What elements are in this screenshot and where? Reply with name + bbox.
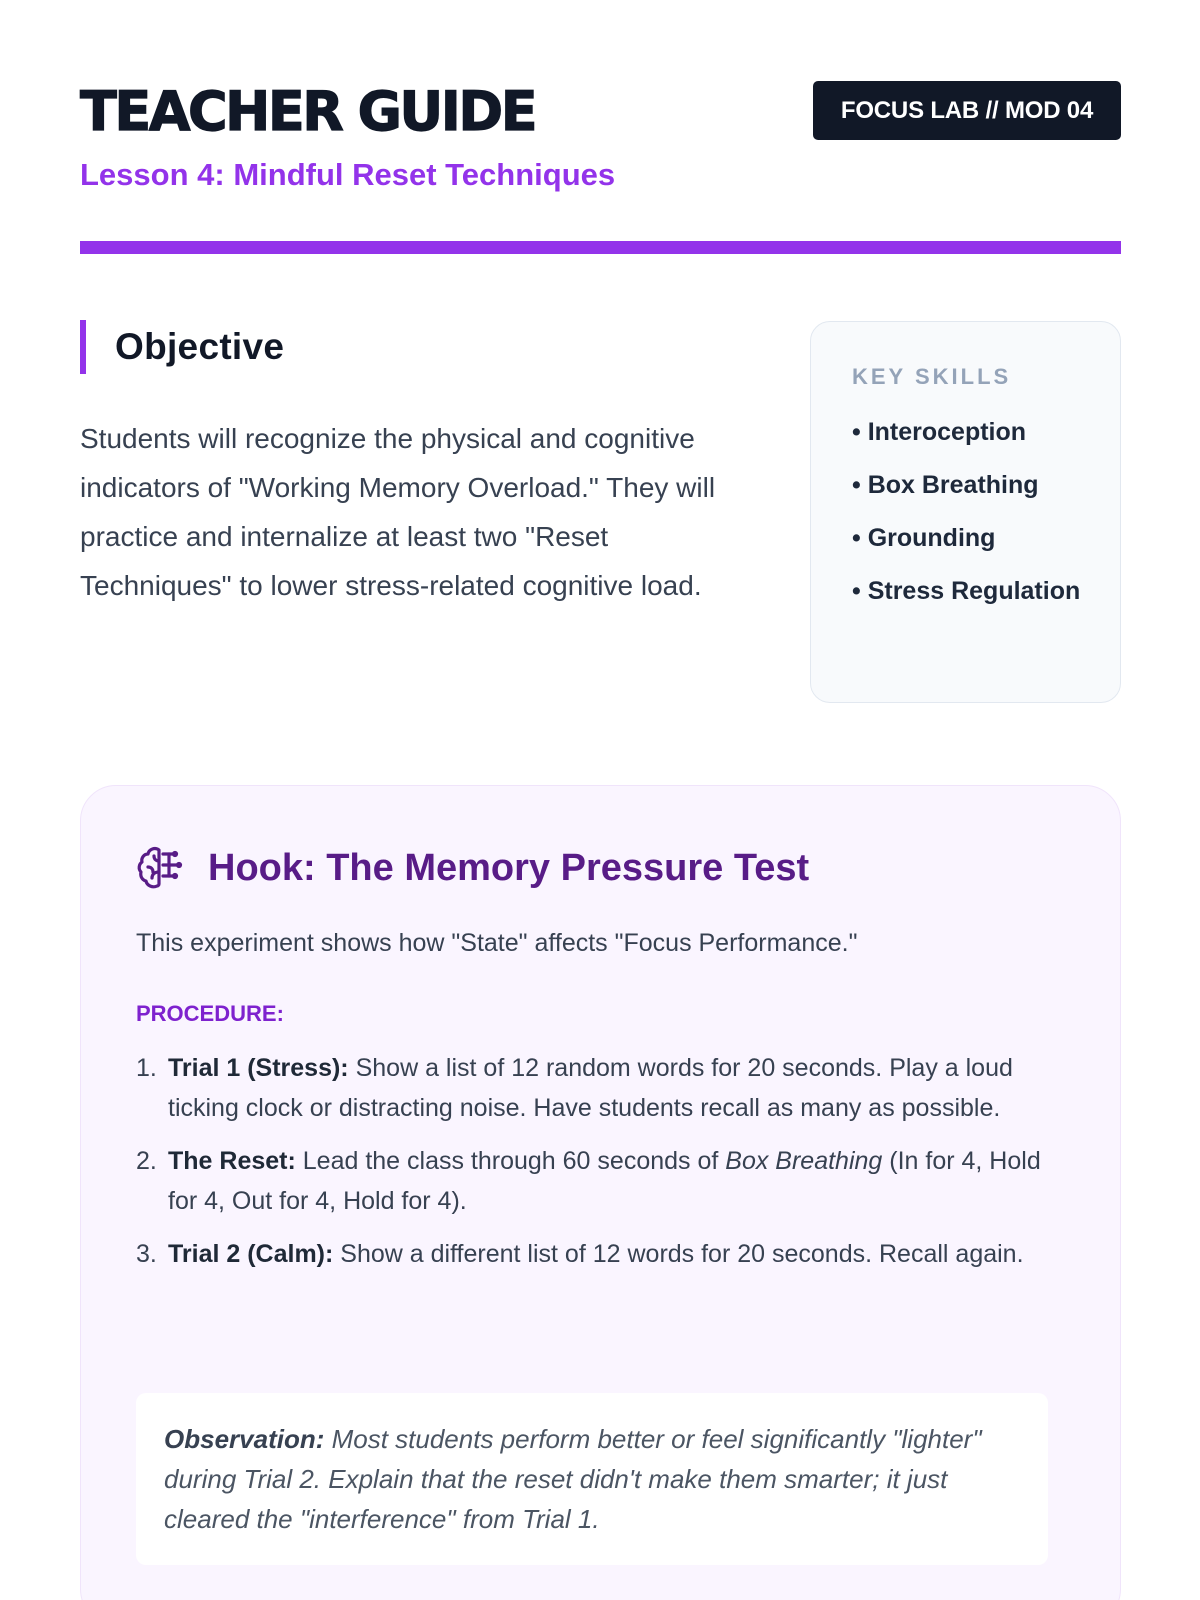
observation-box bbox=[136, 1393, 1048, 1565]
procedure-label: PROCEDURE: bbox=[136, 1001, 284, 1026]
hook-title: Hook: The Memory Pressure Test bbox=[208, 847, 810, 889]
procedure-step bbox=[136, 1141, 1056, 1221]
step-text: Lead the class through 60 seconds of bbox=[295, 1147, 726, 1175]
objective-text: Students will recognize the physical and cognitive indicators of "Working Memory Overload." They will practice and internalize at least two "Reset Techniques" to lower stress-related cognitive load. bbox=[80, 423, 716, 601]
key-skills-list bbox=[852, 412, 1100, 611]
step-text: (In for 4, Hold for 4, Out for 4, Hold for 4). bbox=[168, 1147, 1041, 1215]
key-skills-title: KEY SKILLS bbox=[852, 364, 1012, 389]
skill-item: • Box Breathing bbox=[852, 471, 1039, 499]
header-divider bbox=[80, 241, 1121, 254]
procedure-step bbox=[136, 1234, 1056, 1274]
procedure-list bbox=[136, 1048, 1056, 1287]
header bbox=[80, 78, 1121, 258]
page-title: TEACHER GUIDE bbox=[80, 80, 536, 143]
step-emphasis: Box Breathing bbox=[725, 1147, 883, 1175]
step-number: 1. bbox=[136, 1054, 157, 1082]
step-text: Show a different list of 12 words for 20 seconds. Recall again. bbox=[333, 1240, 1024, 1268]
step-label: Trial 1 (Stress): bbox=[168, 1054, 349, 1082]
hook-card bbox=[80, 785, 1121, 1600]
module-badge: FOCUS LAB // MOD 04 bbox=[813, 81, 1121, 140]
skill-item: • Grounding bbox=[852, 524, 996, 552]
step-number: 2. bbox=[136, 1147, 157, 1175]
observation-text: Most students perform better or feel significantly "lighter" during Trial 2. Explain that the reset didn't make them smarter; it just cleared the "interference" from Trial 1. bbox=[164, 1424, 982, 1534]
objective-heading bbox=[80, 320, 284, 374]
observation-label: Observation: bbox=[164, 1424, 325, 1454]
step-text: Show a list of 12 random words for 20 seconds. Play a loud ticking clock or distracting noise. Have students recall as many as possible. bbox=[168, 1054, 1013, 1122]
skill-item: • Interoception bbox=[852, 418, 1027, 446]
step-label: The Reset: bbox=[168, 1147, 296, 1175]
hook-heading bbox=[136, 843, 809, 893]
step-label: Trial 2 (Calm): bbox=[168, 1240, 334, 1268]
objective-heading-label: Objective bbox=[115, 326, 285, 367]
key-skills-card bbox=[810, 321, 1121, 703]
hook-intro: This experiment shows how "State" affects "Focus Performance." bbox=[136, 929, 858, 957]
brain-icon bbox=[136, 843, 186, 893]
step-number: 3. bbox=[136, 1240, 157, 1268]
lesson-subtitle: Lesson 4: Mindful Reset Techniques bbox=[80, 157, 616, 192]
procedure-step bbox=[136, 1048, 1056, 1128]
teacher-guide-page bbox=[80, 0, 1121, 1600]
skill-item: • Stress Regulation bbox=[852, 577, 1081, 605]
